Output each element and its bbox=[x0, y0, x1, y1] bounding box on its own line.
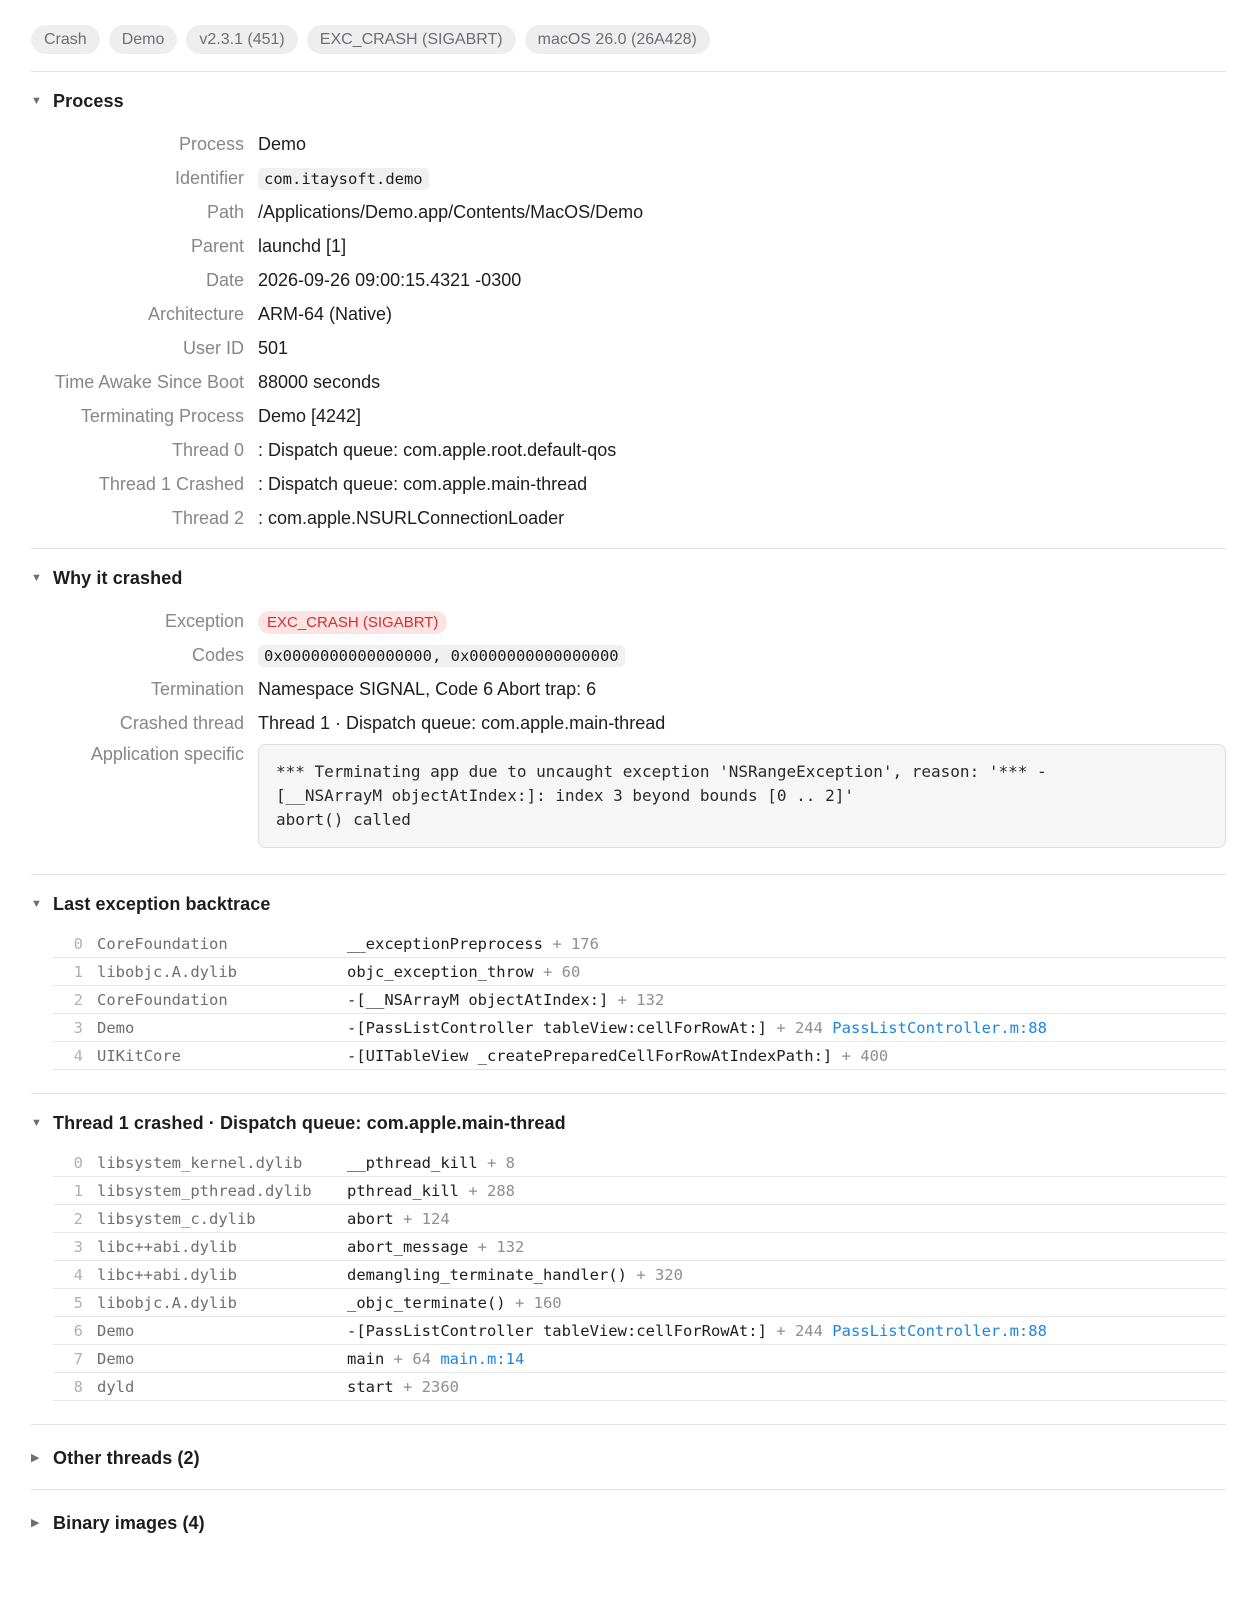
detail-row bbox=[31, 365, 1226, 399]
frame-image: CoreFoundation bbox=[97, 990, 228, 1009]
section-title: Thread 1 crashed · Dispatch queue: com.apple.main-thread bbox=[53, 1112, 566, 1133]
frame-symbol-cell bbox=[347, 1154, 515, 1172]
detail-value: /Applications/Demo.app/Contents/MacOS/Demo bbox=[258, 201, 644, 222]
last-exception-section bbox=[31, 875, 1226, 1070]
detail-value: : Dispatch queue: com.apple.main-thread bbox=[258, 473, 588, 494]
detail-label: Process bbox=[178, 133, 244, 154]
codes-value: 0x0000000000000000, 0x0000000000000000 bbox=[258, 645, 625, 667]
frame-image: libc++abi.dylib bbox=[97, 1237, 237, 1256]
frame-row[interactable] bbox=[53, 1345, 1226, 1373]
tag-badge[interactable]: Crash bbox=[31, 25, 100, 54]
other-threads-section-header[interactable] bbox=[31, 1425, 1226, 1470]
triangle-down-icon: ▼ bbox=[31, 898, 42, 910]
frame-symbol: abort_message bbox=[347, 1237, 469, 1256]
detail-row bbox=[31, 501, 1226, 535]
frame-index: 7 bbox=[73, 1349, 83, 1368]
detail-row bbox=[31, 331, 1226, 365]
triangle-right-icon: ▶ bbox=[31, 1517, 40, 1529]
binary-images-section bbox=[31, 1490, 1226, 1535]
frame-symbol-cell bbox=[347, 991, 664, 1009]
detail-value bbox=[258, 168, 429, 189]
detail-value: Demo bbox=[258, 133, 307, 154]
frame-image: libobjc.A.dylib bbox=[97, 962, 237, 981]
frame-image: Demo bbox=[97, 1321, 135, 1340]
detail-row bbox=[31, 263, 1226, 297]
frame-symbol-cell bbox=[347, 935, 599, 953]
frame-symbol: _objc_terminate() bbox=[347, 1293, 506, 1312]
frame-offset: + 244 bbox=[776, 1321, 823, 1340]
frame-index: 4 bbox=[73, 1046, 83, 1065]
frame-index: 3 bbox=[73, 1018, 83, 1037]
frame-row[interactable] bbox=[53, 1373, 1226, 1401]
tag-bar bbox=[31, 0, 1226, 55]
frame-row[interactable] bbox=[53, 1233, 1226, 1261]
triangle-right-icon: ▶ bbox=[31, 1452, 40, 1464]
detail-value: launchd [1] bbox=[258, 235, 347, 256]
frame-image: libsystem_c.dylib bbox=[97, 1209, 256, 1228]
crashed-thread-row bbox=[31, 706, 1226, 740]
frame-symbol: pthread_kill bbox=[347, 1181, 459, 1200]
exception-label: Exception bbox=[164, 610, 244, 631]
detail-value: : com.apple.NSURLConnectionLoader bbox=[258, 507, 565, 528]
frame-row[interactable] bbox=[53, 1014, 1226, 1042]
frame-image: CoreFoundation bbox=[97, 934, 228, 953]
frame-row[interactable] bbox=[53, 1205, 1226, 1233]
frame-offset: + 288 bbox=[468, 1181, 515, 1200]
frame-row[interactable] bbox=[53, 1042, 1226, 1070]
frame-offset: + 2360 bbox=[403, 1377, 460, 1396]
detail-label: Terminating Process bbox=[80, 405, 244, 426]
frame-row[interactable] bbox=[53, 930, 1226, 958]
detail-label: Thread 1 Crashed bbox=[98, 473, 244, 494]
detail-label: Path bbox=[206, 201, 244, 222]
frame-symbol: abort bbox=[347, 1209, 394, 1228]
frame-symbol-cell bbox=[347, 1238, 524, 1256]
exception-row bbox=[31, 604, 1226, 638]
frame-symbol-cell bbox=[347, 963, 580, 981]
frame-offset: + 132 bbox=[477, 1237, 525, 1256]
frame-index: 4 bbox=[73, 1265, 83, 1284]
identifier-value: com.itaysoft.demo bbox=[258, 168, 429, 190]
frame-offset: + 160 bbox=[514, 1293, 562, 1312]
frame-symbol-cell bbox=[347, 1350, 524, 1368]
frame-offset: + 400 bbox=[841, 1046, 889, 1065]
section-title: Other threads (2) bbox=[53, 1447, 200, 1468]
frame-symbol-cell bbox=[347, 1210, 450, 1228]
section-title: Process bbox=[53, 90, 124, 111]
frame-offset: + 60 bbox=[542, 962, 581, 981]
frame-image: dyld bbox=[97, 1377, 135, 1396]
detail-label: Time Awake Since Boot bbox=[54, 371, 244, 392]
crashed-thread-section-header[interactable] bbox=[31, 1094, 1226, 1135]
detail-row bbox=[31, 127, 1226, 161]
frame-image: libsystem_pthread.dylib bbox=[97, 1181, 312, 1200]
detail-row bbox=[31, 195, 1226, 229]
detail-row bbox=[31, 297, 1226, 331]
detail-row bbox=[31, 161, 1226, 195]
frame-symbol: __pthread_kill bbox=[347, 1153, 478, 1172]
termination-value: Namespace SIGNAL, Code 6 Abort trap: 6 bbox=[258, 678, 597, 699]
frame-offset: + 64 bbox=[393, 1349, 431, 1368]
frame-index: 8 bbox=[73, 1377, 83, 1396]
detail-label: Thread 2 bbox=[171, 507, 244, 528]
frame-row[interactable] bbox=[53, 1261, 1226, 1289]
process-section-header[interactable] bbox=[31, 72, 1226, 113]
frame-symbol: demangling_terminate_handler() bbox=[347, 1265, 627, 1284]
frame-row[interactable] bbox=[53, 1149, 1226, 1177]
other-threads-section bbox=[31, 1425, 1226, 1470]
detail-value: ARM-64 (Native) bbox=[258, 303, 393, 324]
detail-value: 501 bbox=[258, 337, 289, 358]
frame-symbol: start bbox=[347, 1377, 394, 1396]
frame-row[interactable] bbox=[53, 986, 1226, 1014]
why-crashed-section bbox=[31, 549, 1226, 848]
frame-index: 2 bbox=[73, 1209, 83, 1228]
crashed-thread-section bbox=[31, 1094, 1226, 1401]
section-title: Last exception backtrace bbox=[53, 893, 271, 914]
process-section bbox=[31, 72, 1226, 535]
frame-image: libsystem_kernel.dylib bbox=[97, 1153, 303, 1172]
detail-value: Demo [4242] bbox=[258, 405, 362, 426]
detail-label: Architecture bbox=[147, 303, 244, 324]
app-specific-label: Application specific bbox=[90, 744, 244, 764]
detail-value: : Dispatch queue: com.apple.root.default-qos bbox=[258, 439, 617, 460]
detail-row bbox=[31, 399, 1226, 433]
app-specific-message[interactable]: *** Terminating app due to uncaught exception 'NSRangeException', reason: '*** - [__NSArrayM objectAtIndex:]: index 3 beyond bounds [0 .. 2]' abort() called bbox=[258, 744, 1226, 848]
frame-offset: + 320 bbox=[636, 1265, 683, 1284]
frame-symbol-cell bbox=[347, 1322, 1047, 1340]
binary-images-section-header[interactable] bbox=[31, 1490, 1226, 1535]
detail-value: 2026-09-26 09:00:15.4321 -0300 bbox=[258, 269, 522, 290]
frame-row[interactable] bbox=[53, 1177, 1226, 1205]
exception-badge: EXC_CRASH (SIGABRT) bbox=[258, 611, 447, 634]
detail-row bbox=[31, 467, 1226, 501]
frame-symbol: main bbox=[347, 1349, 385, 1368]
source-link[interactable]: main.m:14 bbox=[440, 1349, 525, 1368]
detail-row bbox=[31, 229, 1226, 263]
frame-image: libc++abi.dylib bbox=[97, 1265, 237, 1284]
triangle-down-icon: ▼ bbox=[31, 1117, 42, 1129]
source-link[interactable]: PassListController.m:88 bbox=[832, 1018, 1047, 1037]
section-title: Binary images (4) bbox=[53, 1512, 205, 1533]
why-crashed-details bbox=[31, 604, 1226, 848]
frame-offset: + 124 bbox=[403, 1209, 450, 1228]
backtrace-table bbox=[53, 1149, 1226, 1401]
app-specific-row bbox=[31, 744, 1226, 848]
detail-row bbox=[31, 433, 1226, 467]
frame-symbol: -[PassListController tableView:cellForRowAt:] bbox=[347, 1321, 767, 1340]
codes-label: Codes bbox=[191, 644, 244, 665]
tag-badge[interactable]: v2.3.1 (451) bbox=[186, 25, 297, 54]
tag-badge[interactable]: Demo bbox=[109, 25, 178, 54]
frame-row[interactable] bbox=[53, 1289, 1226, 1317]
frame-index: 2 bbox=[73, 990, 83, 1009]
frame-symbol-cell bbox=[347, 1182, 515, 1200]
frame-symbol: -[PassListController tableView:cellForRowAt:] bbox=[347, 1018, 767, 1037]
termination-label: Termination bbox=[150, 678, 244, 699]
frame-symbol: __exceptionPreprocess bbox=[347, 934, 543, 953]
frame-offset: + 132 bbox=[617, 990, 665, 1009]
frame-image: Demo bbox=[97, 1349, 135, 1368]
source-link[interactable]: PassListController.m:88 bbox=[832, 1321, 1047, 1340]
frame-symbol-cell bbox=[347, 1294, 562, 1312]
crashed-thread-value: Thread 1 · Dispatch queue: com.apple.main-thread bbox=[258, 712, 666, 733]
detail-label: User ID bbox=[182, 337, 244, 358]
termination-row bbox=[31, 672, 1226, 706]
frame-index: 1 bbox=[73, 962, 83, 981]
frame-index: 3 bbox=[73, 1237, 83, 1256]
frame-offset: + 176 bbox=[552, 934, 599, 953]
frame-image: Demo bbox=[97, 1018, 135, 1037]
frame-row[interactable] bbox=[53, 1317, 1226, 1345]
frame-symbol-cell bbox=[347, 1266, 683, 1284]
section-title: Why it crashed bbox=[53, 567, 183, 588]
tag-badge[interactable]: EXC_CRASH (SIGABRT) bbox=[307, 25, 516, 54]
frame-offset: + 244 bbox=[776, 1018, 823, 1037]
detail-label: Thread 0 bbox=[171, 439, 244, 460]
frame-index: 5 bbox=[73, 1293, 83, 1312]
frame-symbol-cell bbox=[347, 1047, 888, 1065]
detail-label: Identifier bbox=[174, 167, 244, 188]
frame-index: 0 bbox=[73, 1153, 83, 1172]
frame-index: 6 bbox=[73, 1321, 83, 1340]
triangle-down-icon: ▼ bbox=[31, 95, 42, 107]
frame-symbol: objc_exception_throw bbox=[347, 962, 534, 981]
last-exception-section-header[interactable] bbox=[31, 875, 1226, 916]
frame-index: 1 bbox=[73, 1181, 83, 1200]
frame-symbol: -[UITableView _createPreparedCellForRowAtIndexPath:] bbox=[347, 1046, 833, 1065]
frame-image: UIKitCore bbox=[97, 1046, 181, 1065]
detail-label: Date bbox=[205, 269, 244, 290]
frame-offset: + 8 bbox=[487, 1153, 515, 1172]
why-crashed-section-header[interactable] bbox=[31, 549, 1226, 590]
detail-value: 88000 seconds bbox=[258, 371, 381, 392]
frame-symbol-cell bbox=[347, 1019, 1047, 1037]
tag-badge[interactable]: macOS 26.0 (26A428) bbox=[525, 25, 710, 54]
detail-label: Parent bbox=[190, 235, 244, 256]
backtrace-table bbox=[53, 930, 1226, 1070]
codes-row bbox=[31, 638, 1226, 672]
triangle-down-icon: ▼ bbox=[31, 572, 42, 584]
frame-index: 0 bbox=[73, 934, 83, 953]
frame-symbol: -[__NSArrayM objectAtIndex:] bbox=[347, 990, 609, 1009]
process-details bbox=[31, 127, 1226, 535]
frame-symbol-cell bbox=[347, 1378, 459, 1396]
frame-row[interactable] bbox=[53, 958, 1226, 986]
frame-image: libobjc.A.dylib bbox=[97, 1293, 237, 1312]
crashed-thread-label: Crashed thread bbox=[119, 712, 244, 733]
